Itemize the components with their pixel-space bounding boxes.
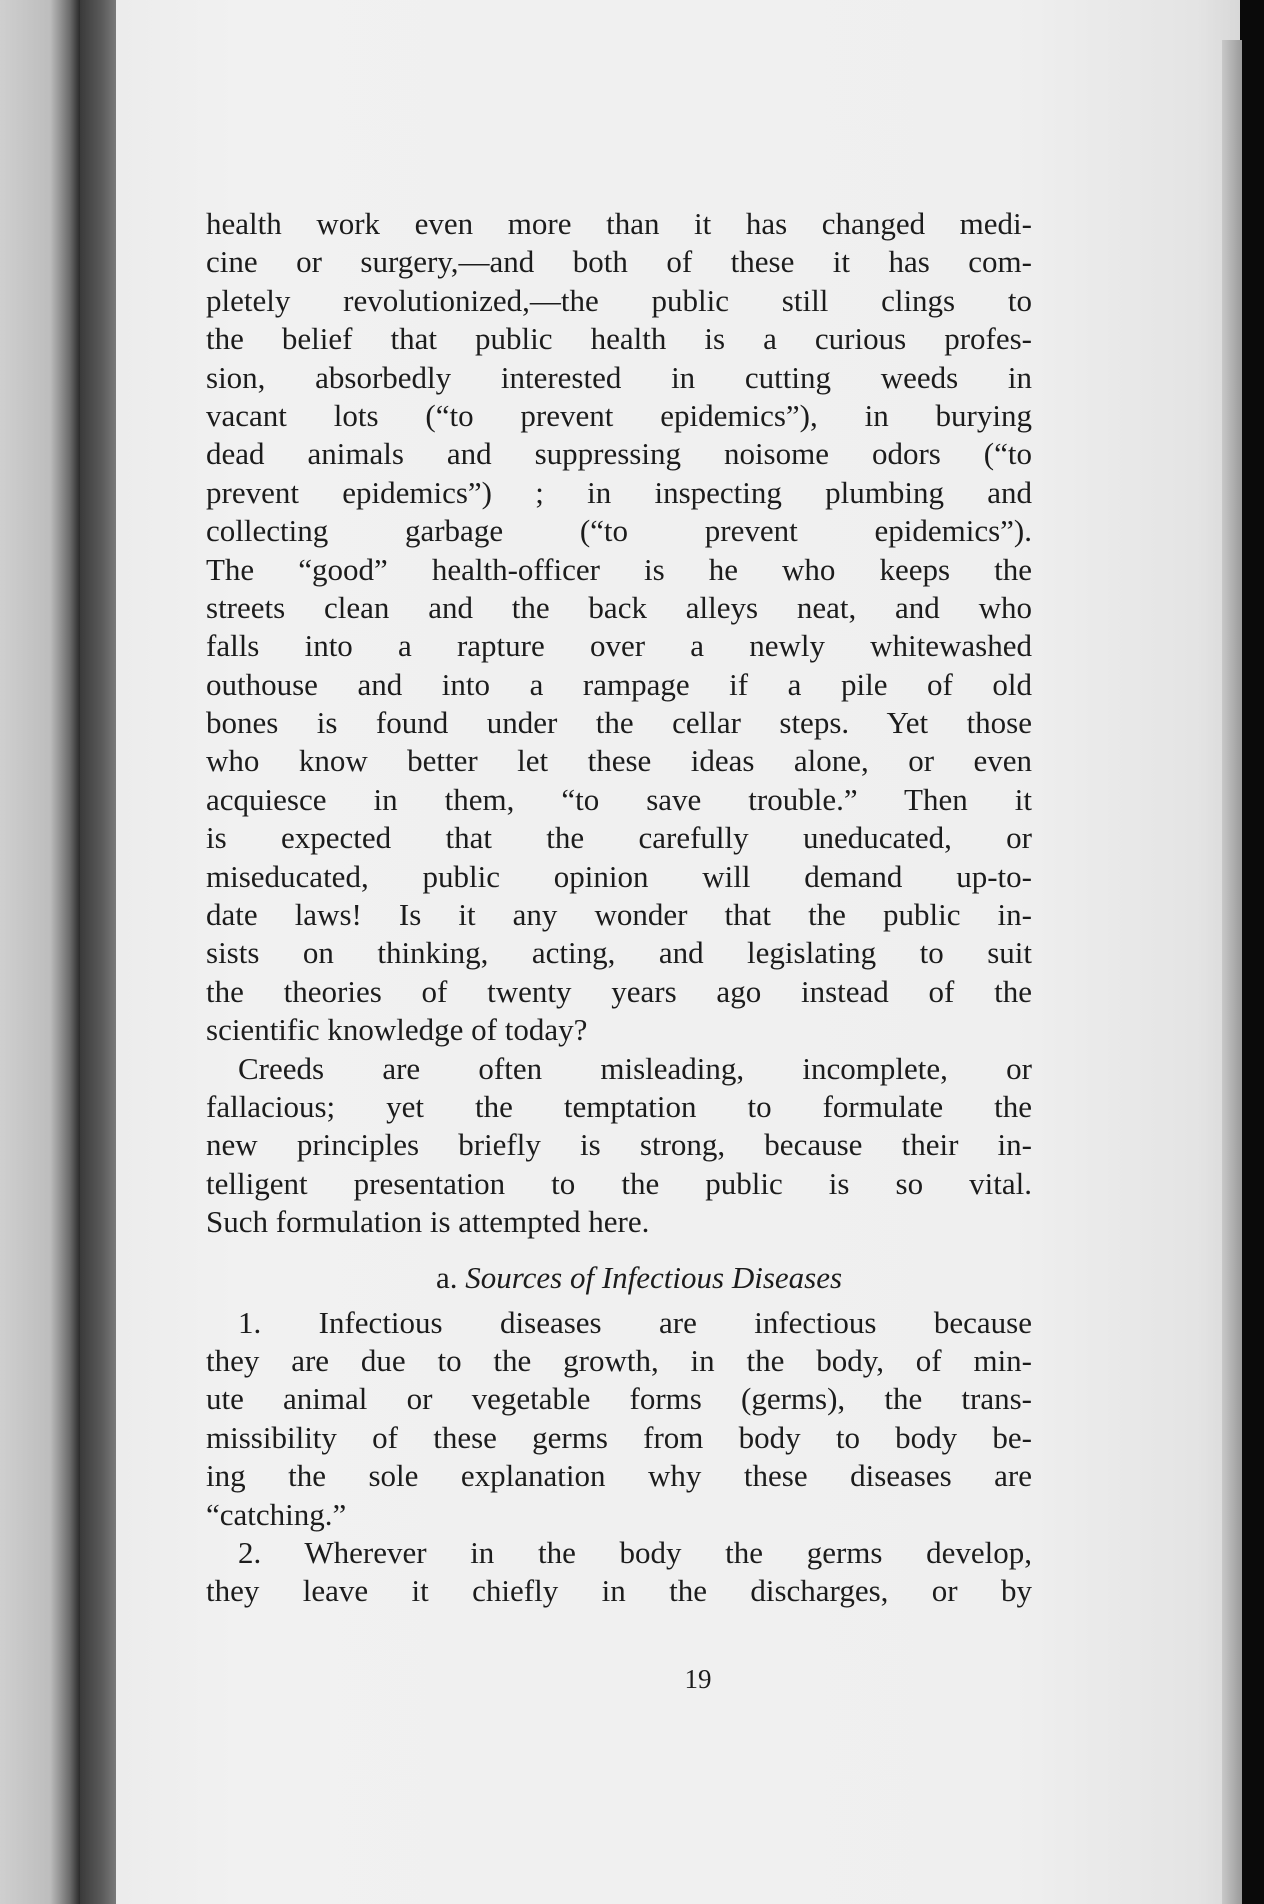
text-line: scientific knowledge of today?: [206, 1012, 588, 1048]
page-number: 19: [684, 1664, 712, 1694]
list-item-1: [206, 1304, 1032, 1534]
book-page: [116, 0, 1240, 1904]
text-line: telligent presentation to the public is so vital.: [206, 1165, 1032, 1201]
list-item-2: [206, 1534, 1032, 1611]
section-heading-prefix: a.: [435, 1259, 458, 1295]
section-heading: [206, 1252, 1032, 1304]
text-line: falls into a rapture over a newly whitewashed: [206, 628, 1032, 664]
text-line: The “good” health-officer is he who keeps the: [206, 551, 1032, 587]
text-line: acquiesce in them, “to save trouble.” Then it: [206, 781, 1032, 817]
text-line: 2. Wherever in the body the germs develop,: [238, 1534, 1032, 1570]
page-stack-edge: [1222, 40, 1242, 1904]
text-line: Creeds are often misleading, incomplete, or: [238, 1050, 1032, 1086]
text-line: prevent epidemics”) ; in inspecting plumbing and: [206, 474, 1032, 510]
text-line: miseducated, public opinion will demand up-to-: [206, 858, 1032, 894]
text-line: missibility of these germs from body to body be-: [206, 1419, 1032, 1455]
text-line: dead animals and suppressing noisome odors (“to: [206, 436, 1032, 472]
text-line: outhouse and into a rampage if a pile of old: [206, 666, 1032, 702]
text-line: streets clean and the back alleys neat, and who: [206, 589, 1032, 625]
text-line: they are due to the growth, in the body, of min-: [206, 1342, 1032, 1378]
text-line: sion, absorbedly interested in cutting weeds in: [206, 359, 1032, 395]
text-line: the belief that public health is a curious profes-: [206, 321, 1032, 357]
text-line: ing the sole explanation why these diseases are: [206, 1458, 1032, 1494]
text-line: collecting garbage (“to prevent epidemics”).: [206, 513, 1032, 549]
text-line: who know better let these ideas alone, or even: [206, 743, 1032, 779]
text-line: health work even more than it has changed medi-: [206, 206, 1032, 241]
text-line: sists on thinking, acting, and legislating to suit: [206, 935, 1032, 971]
text-line: new principles briefly is strong, because their in-: [206, 1127, 1032, 1163]
text-line: vacant lots (“to prevent epidemics”), in burying: [206, 397, 1032, 433]
text-line: date laws! Is it any wonder that the public in-: [206, 897, 1032, 933]
text-line: cine or surgery,—and both of these it has com-: [206, 244, 1032, 280]
text-line: pletely revolutionized,—the public still clings to: [206, 282, 1032, 318]
paragraph-1: [206, 205, 1032, 1050]
text-line: Such formulation is attempted here.: [206, 1204, 650, 1240]
facing-page-edge: [0, 0, 80, 1904]
section-heading-title: Sources of Infectious Diseases: [465, 1259, 843, 1295]
text-line: the theories of twenty years ago instead of the: [206, 973, 1032, 1009]
text-line: they leave it chiefly in the discharges, or by: [206, 1573, 1032, 1609]
text-line: fallacious; yet the temptation to formulate the: [206, 1088, 1032, 1124]
text-line: “catching.”: [206, 1496, 347, 1532]
book-spine: [80, 0, 116, 1904]
page-text: [206, 205, 1032, 1611]
text-line: is expected that the carefully uneducated, or: [206, 820, 1032, 856]
paragraph-2: [206, 1050, 1032, 1242]
text-line: 1. Infectious diseases are infectious because: [238, 1304, 1032, 1340]
text-line: ute animal or vegetable forms (germs), the trans-: [206, 1381, 1032, 1417]
text-line: bones is found under the cellar steps. Yet those: [206, 705, 1032, 741]
